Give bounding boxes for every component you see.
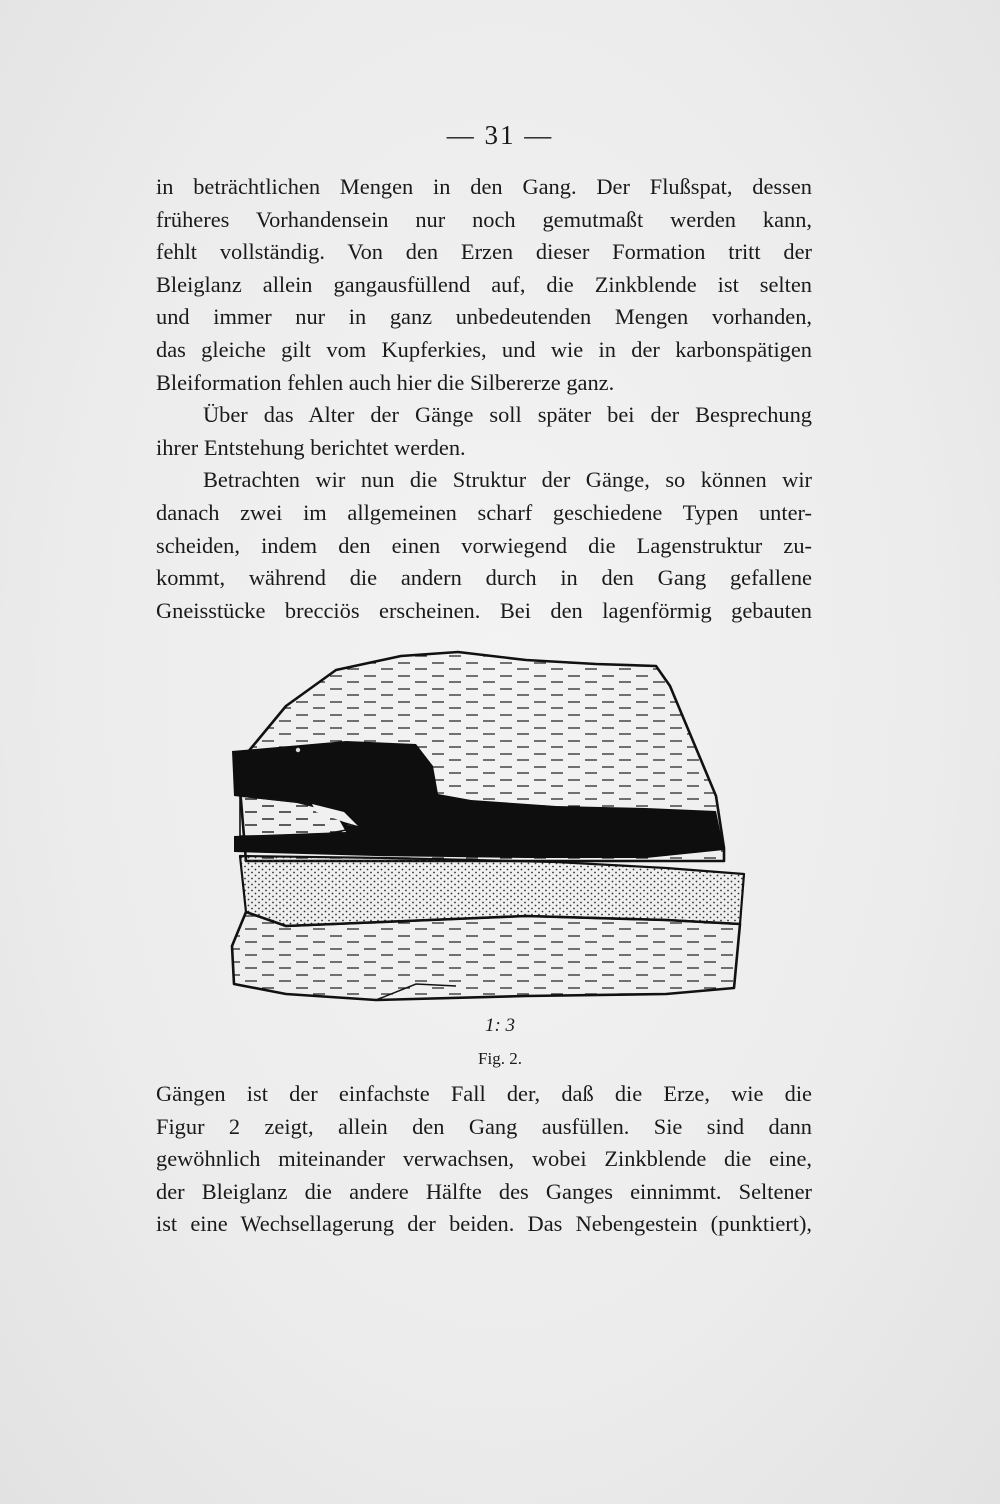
text-line: Gängen ist der einfachste Fall der, daß die Erze, wie die [156,1081,812,1106]
text-line: und immer nur in ganz unbedeutenden Mengen vorhanden, [156,304,812,330]
text-line: Bleiglanz allein gangausfüllend auf, die Zinkblende ist selten [156,271,812,297]
vein-cross-section-figure [226,646,750,1004]
lower-host-rock [232,912,740,1000]
body-text-top [156,171,812,627]
text-line: Über das Alter der Gänge soll später bei der Besprechung [203,402,812,428]
text-line: Betrachten wir nun die Struktur der Gänge, so können wir [203,467,812,493]
text-line: fehlt vollständig. Von den Erzen dieser Formation tritt der [156,239,812,265]
text-line: Bleiformation fehlen auch hier die Silbererze ganz. [156,369,615,395]
page-number: — 31 — [446,120,554,150]
text-line: ist eine Wechsellagerung der beiden. Das Nebengestein (punktiert), [156,1211,812,1237]
text-line: der Bleiglanz die andere Hälfte des Ganges einnimmt. Seltener [156,1178,812,1204]
dotted-band [240,856,744,926]
text-line: das gleiche gilt vom Kupferkies, und wie in der karbonspätigen [156,336,812,362]
text-line: scheiden, indem den einen vorwiegend die Lagenstruktur zu- [156,532,812,558]
body-text-bottom [156,1078,812,1241]
text-line: in beträchtlichen Mengen in den Gang. Der Flußspat, dessen [156,174,812,199]
text-line: Gneisstücke brecciös erscheinen. Bei den lagenförmig gebauten [156,597,812,623]
figure-scale: 1: 3 [484,1015,516,1036]
text-line: Figur 2 zeigt, allein den Gang ausfüllen. Sie sind dann [156,1113,812,1139]
text-line: früheres Vorhandensein nur noch gemutmaßt werden kann, [156,206,812,232]
text-line: kommt, während die andern durch in den Gang gefallene [156,565,812,591]
text-line: danach zwei im allgemeinen scharf geschiedene Typen unter- [156,499,812,525]
text-line: gewöhnlich miteinander verwachsen, wobei Zinkblende die eine, [156,1146,812,1172]
figure-caption: Fig. 2. [478,1049,522,1068]
text-line: ihrer Entstehung berichtet werden. [156,434,466,460]
